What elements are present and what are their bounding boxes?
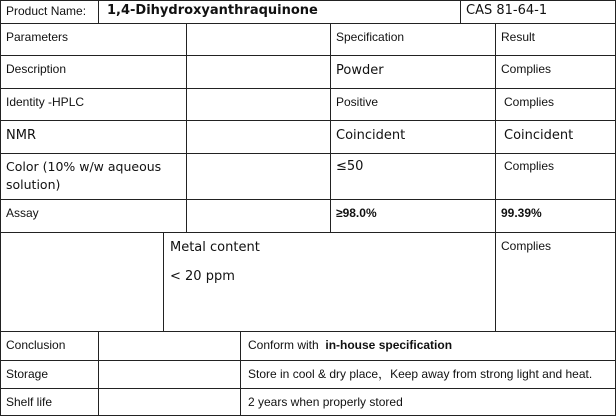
nmr-specification: Coincident	[336, 128, 406, 143]
rule	[0, 360, 616, 361]
identity-parameter: Identity -HPLC	[6, 95, 85, 109]
identity-specification: Positive	[336, 95, 379, 109]
rule	[0, 331, 616, 332]
assay-result: 99.39%	[501, 206, 542, 220]
rule	[0, 0, 616, 1]
rule	[163, 232, 164, 332]
rule	[0, 153, 616, 154]
rule	[0, 199, 616, 200]
storage-label: Storage	[6, 367, 49, 381]
description-result: Complies	[501, 62, 552, 76]
color-parameter-line2: solution)	[6, 177, 61, 192]
color-parameter-line1: Color (10% w/w aqueous	[6, 159, 162, 174]
conclusion-label: Conclusion	[6, 338, 66, 352]
description-parameter: Description	[6, 62, 67, 76]
result-heading: Result	[501, 30, 536, 44]
assay-specification: ≥98.0%	[336, 206, 377, 220]
identity-result: Complies	[504, 95, 555, 109]
description-specification: Powder	[336, 63, 384, 78]
rule	[0, 0, 1, 416]
rule	[0, 388, 616, 389]
rule	[98, 331, 99, 416]
rule	[0, 23, 616, 24]
specification-heading: Specification	[336, 30, 405, 44]
color-result: Complies	[504, 159, 555, 173]
cas-number: CAS 81-64-1	[466, 3, 548, 18]
product-name-label: Product Name:	[6, 4, 87, 18]
storage-value: Store in cool & dry place，Keep away from strong light and heat.	[248, 367, 593, 381]
rule	[495, 23, 496, 332]
assay-parameter: Assay	[6, 206, 39, 220]
conclusion-emphasis: in-house specification	[325, 338, 453, 352]
conclusion-value	[248, 338, 452, 352]
rule	[330, 23, 331, 233]
color-specification: ≤50	[336, 159, 364, 174]
rule	[240, 331, 241, 416]
shelf-life-label: Shelf life	[6, 395, 53, 409]
metal-parameter: Metal content	[170, 240, 260, 255]
rule	[0, 232, 616, 233]
product-name: 1,4-Dihydroxyanthraquinone	[107, 3, 318, 18]
rule	[0, 120, 616, 121]
rule	[186, 23, 187, 233]
nmr-result: Coincident	[504, 128, 574, 143]
rule	[460, 0, 461, 24]
rule	[98, 0, 99, 24]
nmr-parameter: NMR	[6, 128, 36, 143]
metal-result: Complies	[501, 239, 552, 253]
parameters-heading: Parameters	[6, 30, 69, 44]
rule	[0, 55, 616, 56]
rule	[0, 88, 616, 89]
metal-specification: < 20 ppm	[170, 269, 235, 284]
shelf-life-value: 2 years when properly stored	[248, 395, 403, 409]
conclusion-prefix: Conform with	[248, 338, 319, 352]
